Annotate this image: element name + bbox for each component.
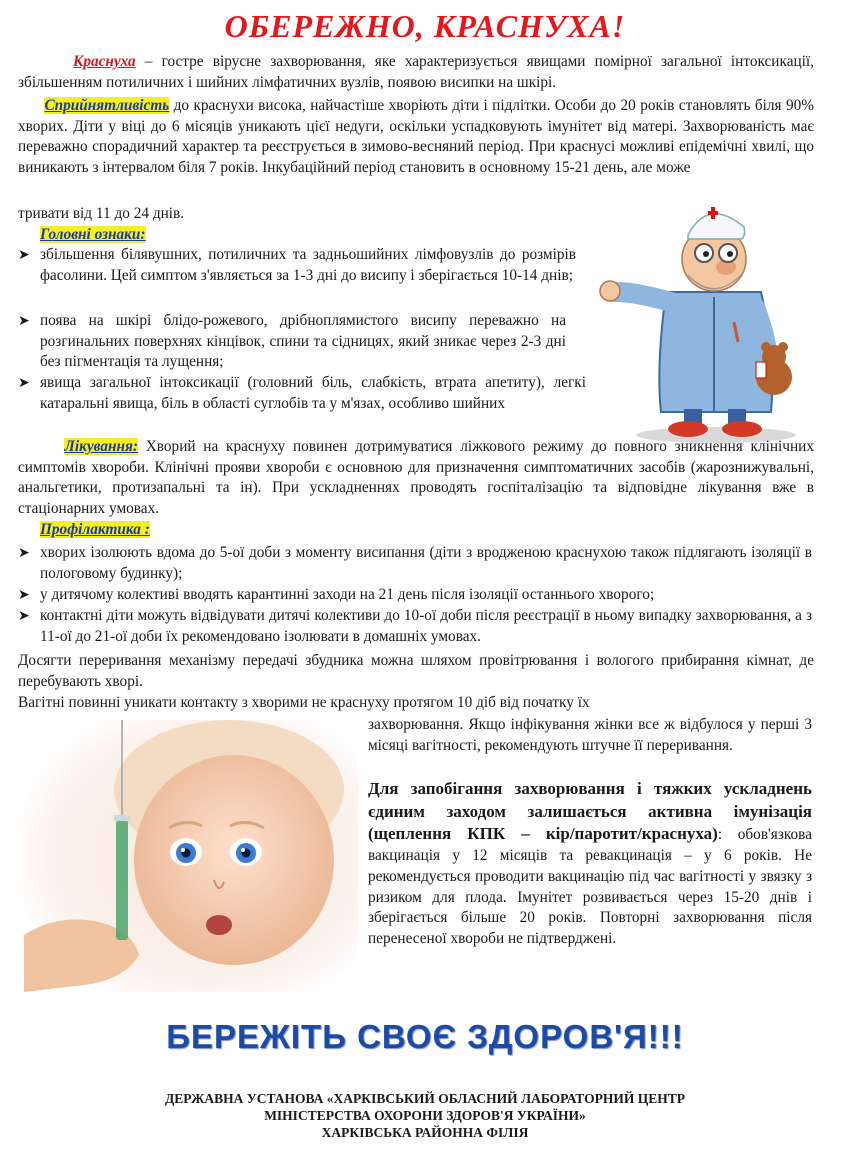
prevention-item: контактні діти можуть відвідувати дитячі колективи до 10-ої доби після реєстрації в ньому випадку захворювання, а з 11-ої до 21-ої доби їх рекомендовано ізолювати в домашніх умовах. [40,607,812,645]
prevention-item: хворих ізолюють вдома до 5-ої доби з моменту висипання (діти з вродженою краснухою також підлягають ізоляції в пологовому будинку); [40,544,812,582]
susceptibility-term: Сприйнятливість [44,97,170,114]
arrow-bullet-icon: ➤ [18,608,30,624]
susceptibility-text: до краснухи висока, найчастіше хворіють діти і підлітки. Особи до 20 років становлять біля 90% хворих. Діти у віці до 6 місяців уникають цієї недуги, оскільки успадковують імунітет від матері. Захворюваність має переважно спорадичний характер та реєструється в зимово-весняний період. При краснусі можливі епідемічні хвилі, що виникають з інтервалом біля 7 років. Інкубаційний період становить в основному 15-21 день, але може [18,97,814,177]
arrow-bullet-icon: ➤ [18,313,30,329]
susceptibility-paragraph [18,96,814,179]
prevention-paragraph-2b: захворювання. Якщо інфікування жінки все ж відбулося у перші 3 місяці вагітності, рекомендують штучне її переривання. [368,716,812,754]
intro-paragraph [18,52,814,93]
signs-item: поява на шкірі блідо-рожевого, дрібноплямистого висипу переважно на розгинальних поверхнях кінцівок, спини та сідницях, який зникає через 2-3 дні без пігментація та лущення; [40,312,566,371]
footer-line: МІНІСТЕРСТВА ОХОРОНИ ЗДОРОВ'Я УКРАЇНИ» [264,1108,586,1123]
signs-item: явища загальної інтоксикації (головний біль, слабкість, втрата апетиту), легкі катаральні явища, біль в області суглобів та у м'язах, особливо шийних [40,374,586,412]
prevention-item: у дитячому колективі вводять карантинні заходи на 21 день після ізоляції останнього хворого; [40,586,655,603]
signs-heading-wrap [40,225,146,246]
footer-line: ХАРКІВСЬКА РАЙОННА ФІЛІЯ [321,1125,529,1140]
intro-term: Краснуха [72,53,136,70]
doctor-illustration [596,197,836,445]
arrow-bullet-icon: ➤ [18,375,30,391]
arrow-bullet-icon: ➤ [18,247,30,263]
prevention-paragraph-2a: Вагітні повинні уникати контакту з хворими не краснуху протягом 10 діб від початку їх [18,694,590,711]
immunization-paragraph [368,778,812,950]
footer-line: ДЕРЖАВНА УСТАНОВА «ХАРКІВСЬКИЙ ОБЛАСНИЙ ЛАБОРАТОРНИЙ ЦЕНТР [165,1091,685,1106]
prevention-heading: Профілактика : [40,521,150,538]
susceptibility-end: тривати від 11 до 24 днів. [18,205,185,222]
intro-text: – гостре вірусне захворювання, яке характеризується явищами помірної загальної інтоксикації, збільшенням потиличних і шийних лімфатичних вузлів, появою висипки на шкірі. [18,53,814,91]
immunization-bold: Для запобігання захворювання і тяжких ускладнень єдиним заходом залишається активна імунізація (щеплення КПК – кір/паротит/краснуха) [368,779,812,844]
signs-item: збільшення білявушних, потиличних та задньошийних лімфовузлів до розмірів фасолини. Цей симптом з'являється за 1-3 дні до висипу і зберігається 10-14 днів; [40,246,576,284]
child-photo [24,720,358,992]
treatment-text: Хворий на краснуху повинен дотримуватися ліжкового режиму до повного зникнення клінічних симптомів хвороби. Клінічні прояви хвороби є основною для призначення симптоматичних засобів (жарознижувальні, анальгетики, протизапальні та ін). При ускладненнях проводять госпіталізацію та відповідне лікування вже в стаціонарних умовах. [18,438,814,518]
prevention-paragraph-1: Досягти переривання механізму передачі збудника можна шляхом провітрювання і вологого прибирання кімнат, де перебувають хворі. [18,652,814,690]
treatment-paragraph [18,437,814,520]
signs-heading: Головні ознаки: [40,226,146,243]
prevention-heading-wrap [40,520,150,541]
page-title: ОБЕРЕЖНО, КРАСНУХА! [224,8,626,44]
arrow-bullet-icon: ➤ [18,545,30,561]
arrow-bullet-icon: ➤ [18,587,30,603]
treatment-term: Лікування: [64,438,139,455]
slogan: БЕРЕЖІТЬ СВОЄ ЗДОРОВ'Я!!! [166,1018,684,1055]
immunization-text: : обов'язкова вакцинація у 12 місяців та ревакцинація – у 6 років. Не рекомендується проводити вакцинацію під час вагітності у звязку з ризиком для плода. Імунітет розвивається через 15-20 днів і зберігається більше 20 років. Повторні захворювання після перенесеної хвороби не підтверджені. [368,826,812,947]
